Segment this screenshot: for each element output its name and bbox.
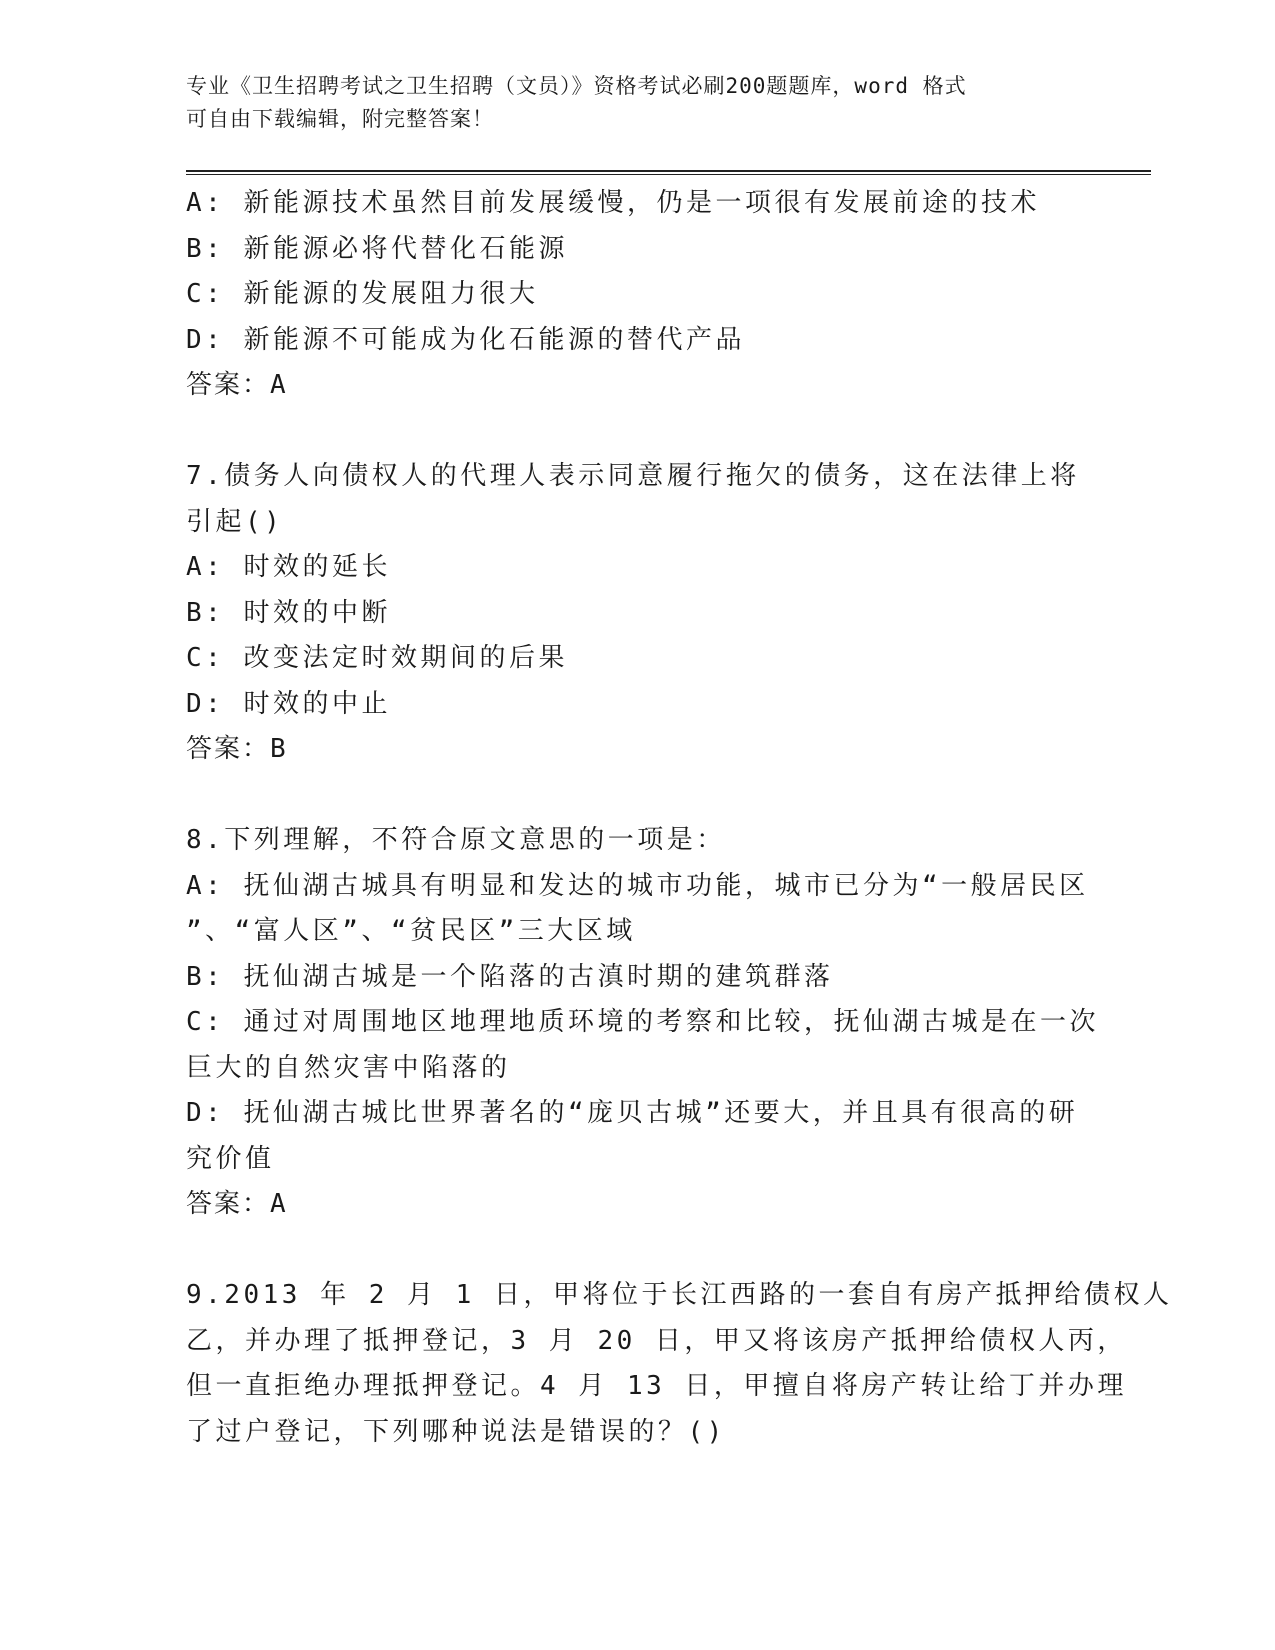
question-stem: 了过户登记，下列哪种说法是错误的？() [186,1416,726,1447]
option-d: D: 抚仙湖古城比世界著名的“庞贝古城”还要大，并且具有很高的研 [186,1098,1079,1128]
question-block-7 [186,454,1086,773]
option-c: C: 改变法定时效期间的后果 [186,643,568,673]
question-stem: 但一直拒绝办理抵押登记。4 月 13 日，甲擅自将房产转让给丁并办理 [186,1371,1127,1401]
option-a: A: 时效的延长 [186,552,391,582]
option-d: D: 新能源不可能成为化石能源的替代产品 [186,324,745,355]
question-stem: 乙，并办理了抵押登记，3 月 20 日，甲又将该房产抵押给债权人丙， [186,1325,1127,1356]
question-stem: 9.2013 年 2 月 1 日，甲将位于长江西路的一套自有房产抵押给债权人 [186,1280,1173,1310]
header-line-2: 可自由下载编辑，附完整答案！ [186,107,494,131]
option-b: B: 新能源必将代替化石能源 [186,233,568,264]
option-c-continued: 巨大的自然灾害中陷落的 [186,1052,511,1083]
header-divider [186,170,1151,175]
question-stem: 8.下列理解，不符合原文意思的一项是： [186,825,726,855]
question-block-9 [186,1273,1173,1455]
option-b: B: 抚仙湖古城是一个陷落的古滇时期的建筑群落 [186,961,834,992]
question-block-8 [186,818,1099,1228]
document-page [186,70,1173,1455]
question-block-prev [186,181,1086,409]
answer-line: 答案：A [186,1189,288,1219]
document-header [186,70,1086,136]
option-c: C: 新能源的发展阻力很大 [186,279,539,309]
spacer [186,1228,1086,1274]
question-stem: 引起() [186,506,284,537]
answer-line: 答案：A [186,370,288,400]
question-stem: 7.债务人向债权人的代理人表示同意履行拖欠的债务，这在法律上将 [186,461,1080,491]
option-b: B: 时效的中断 [186,597,391,628]
spacer [186,773,1086,819]
question-list [186,181,1173,1455]
spacer [186,409,1086,455]
option-a: A: 新能源技术虽然目前发展缓慢，仍是一项很有发展前途的技术 [186,188,1040,218]
option-c: C: 通过对周围地区地理地质环境的考察和比较，抚仙湖古城是在一次 [186,1007,1099,1037]
option-a-continued: ”、“富人区”、“贫民区”三大区域 [186,916,636,946]
option-a: A: 抚仙湖古城具有明显和发达的城市功能，城市已分为“一般居民区 [186,870,1089,901]
answer-line: 答案：B [186,734,288,764]
header-line-1: 专业《卫生招聘考试之卫生招聘（文员）》资格考试必刷200题题库，word 格式 [186,74,967,98]
option-d-continued: 究价值 [186,1143,275,1174]
option-d: D: 时效的中止 [186,688,391,719]
